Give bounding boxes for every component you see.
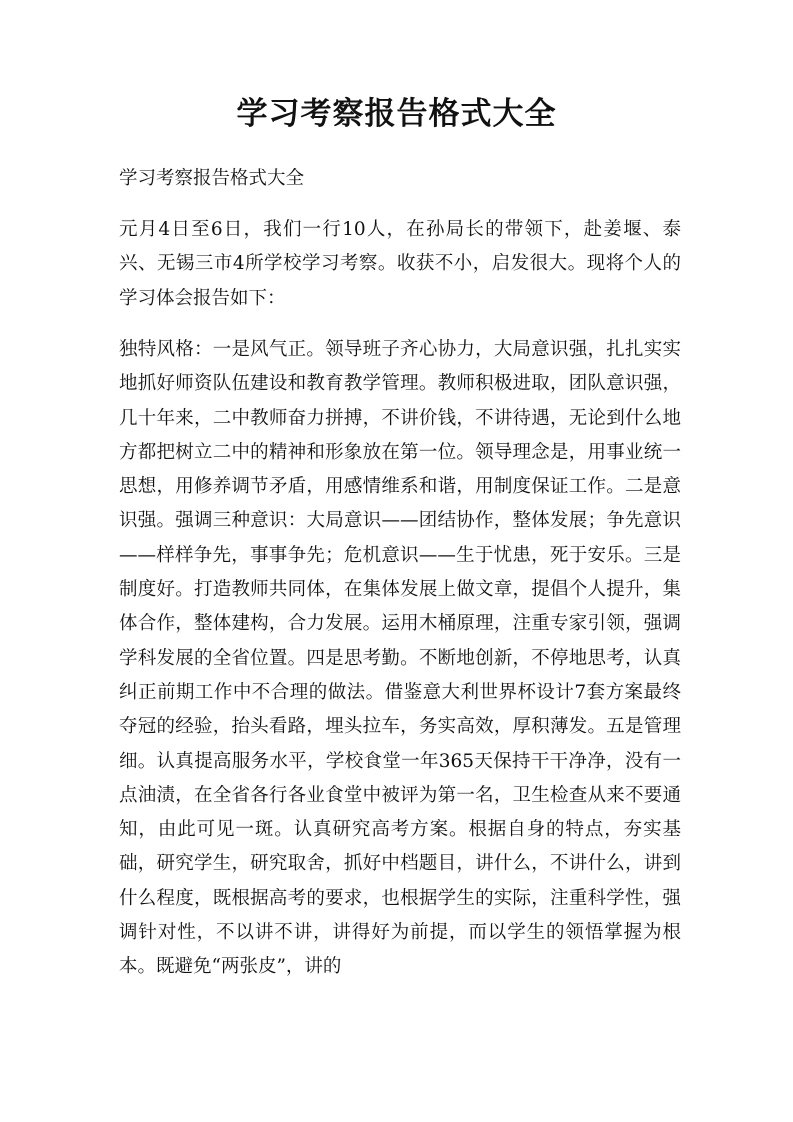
document-title: 学习考察报告格式大全 [236, 96, 557, 132]
paragraph-intro: 元月4日至6日，我们一行10人，在孙局长的带领下，赴姜堰、泰兴、无锡三市4所学校学习考察。收获不小，启发很大。现将个人的学习体会报告如下： [119, 219, 681, 309]
paragraph-body: 独特风格：一是风气正。领导班子齐心协力，大局意识强，扎扎实实地抓好师资队伍建设和教育教学管理。教师积极进取，团队意识强，几十年来，二中教师奋力拼搏，不讲价钱，不讲待遇，无论到什么地方都把树立二中的精神和形象放在第一位。领导理念是，用事业统一思想，用修养调节矛盾，用感情维系和谐，用制度保证工作。二是意识强。强调三种意识：大局意识——团结协作，整体发展；争先意识——样样争先，事事争先；危机意识——生于忧患，死于安乐。三是制度好。打造教师共同体，在集体发展上做文章，提倡个人提升，集体合作，整体建构，合力发展。运用木桶原理，注重专家引领，强调学科发展的全省位置。四是思考勤。不断地创新，不停地思考，认真纠正前期工作中不合理的做法。借鉴意大利世界杯设计7套方案最终夺冠的经验，抬头看路，埋头拉车，务实高效，厚积薄发。五是管理细。认真提高服务水平，学校食堂一年365天保持干干净净，没有一点油渍，在全省各行各业食堂中被评为第一名，卫生检查从来不要通知，由此可见一斑。认真研究高考方案。根据自身的特点，夯实基础，研究学生，研究取舍，抓好中档题目，讲什么，不讲什么，讲到什么程度，既根据高考的要求，也根据学生的实际，注重科学性，强调针对性，不以讲不讲，讲得好为前提，而以学生的领悟掌握为根本。既避免“两张皮”，讲的 [119, 339, 681, 978]
document-subtitle: 学习考察报告格式大全 [119, 168, 305, 189]
